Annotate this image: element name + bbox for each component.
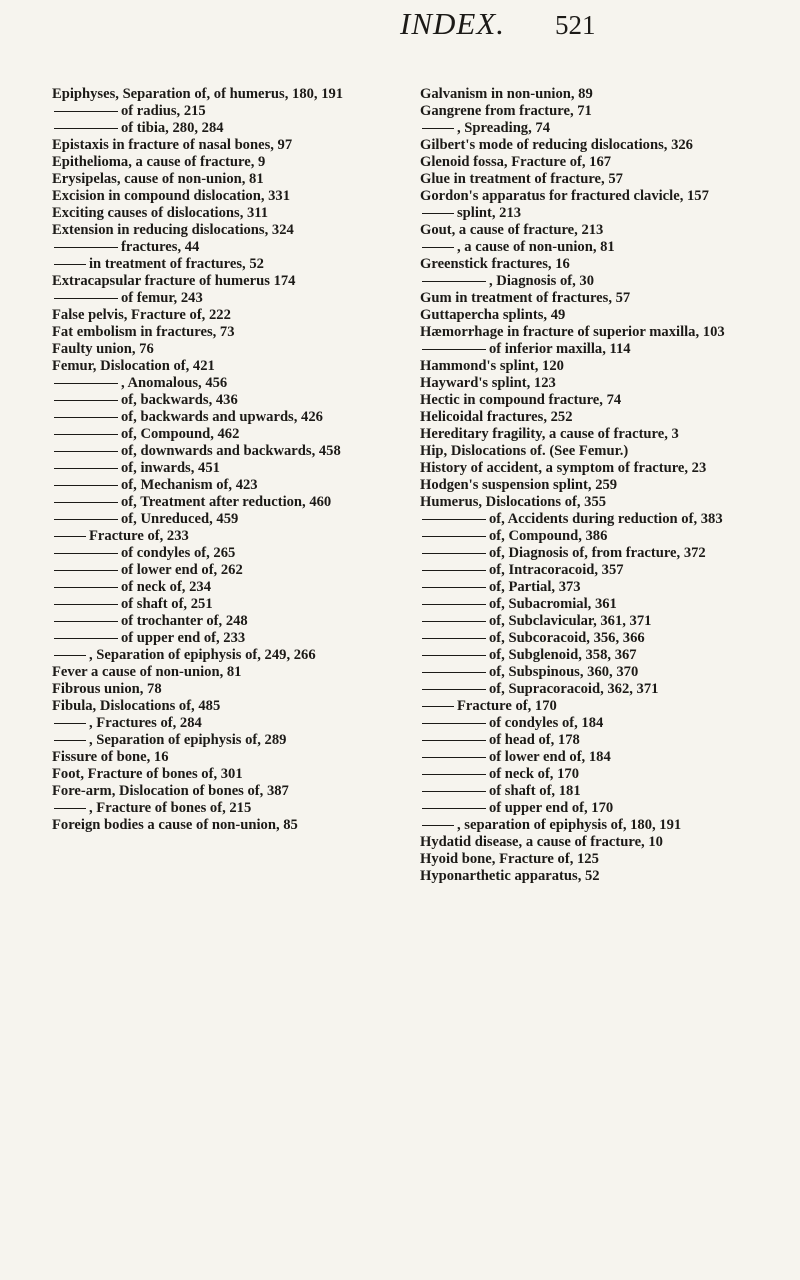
- index-entry: [420, 851, 754, 867]
- index-entry-text: of, Subglenoid, 358, 367: [489, 647, 637, 663]
- index-entry-text: , a cause of non-union, 81: [457, 239, 615, 255]
- index-entry-text: of, inwards, 451: [121, 460, 220, 476]
- index-entry: [420, 324, 754, 340]
- index-entry: [52, 443, 386, 459]
- ditto-dash: [422, 825, 454, 826]
- index-entry-text: splint, 213: [457, 205, 522, 221]
- index-entry-text: of, Treatment after reduction, 460: [121, 494, 332, 510]
- ditto-dash: [422, 349, 486, 350]
- index-entry: [420, 681, 754, 697]
- index-entry: [52, 596, 386, 612]
- ditto-dash: [54, 553, 118, 554]
- index-entry: [52, 290, 386, 306]
- index-entry: [52, 494, 386, 510]
- ditto-dash: [422, 213, 454, 214]
- index-entry: [52, 307, 386, 323]
- index-entry-text: of lower end of, 184: [489, 749, 611, 765]
- index-entry-text: fractures, 44: [121, 239, 200, 255]
- index-entry: [52, 460, 386, 476]
- index-entry: [420, 528, 754, 544]
- index-entry-text: Fracture of, 233: [89, 528, 189, 544]
- index-entry: [52, 171, 386, 187]
- ditto-dash: [422, 536, 486, 537]
- index-entry: [420, 477, 754, 493]
- ditto-dash: [54, 417, 118, 418]
- index-entry: [52, 630, 386, 646]
- index-entry-text: of, Mechanism of, 423: [121, 477, 258, 493]
- index-entry-text: of neck of, 170: [489, 766, 579, 782]
- ditto-dash: [422, 570, 486, 571]
- index-entry-text: Gordon's apparatus for fractured clavicle, 157: [420, 188, 709, 204]
- index-entry-text: of radius, 215: [121, 103, 206, 119]
- index-entry: [52, 528, 386, 544]
- index-entry: [52, 732, 386, 748]
- index-entry: [420, 426, 754, 442]
- index-entry-text: of, Compound, 462: [121, 426, 240, 442]
- index-entry-text: of, Subclavicular, 361, 371: [489, 613, 652, 629]
- index-entry-text: of upper end of, 170: [489, 800, 614, 816]
- ditto-dash: [54, 723, 86, 724]
- index-entry: [52, 511, 386, 527]
- index-entry-text: Fore-arm, Dislocation of bones of, 387: [52, 783, 289, 799]
- ditto-dash: [54, 808, 86, 809]
- ditto-dash: [54, 383, 118, 384]
- index-entry-text: Gangrene from fracture, 71: [420, 103, 592, 119]
- ditto-dash: [422, 281, 486, 282]
- index-entry-text: , Fractures of, 284: [89, 715, 202, 731]
- index-entry: [52, 749, 386, 765]
- index-entry-text: Extension in reducing dislocations, 324: [52, 222, 294, 238]
- ditto-dash: [422, 689, 486, 690]
- ditto-dash: [422, 774, 486, 775]
- index-entry-text: of, Subacromial, 361: [489, 596, 617, 612]
- index-entry: [420, 545, 754, 561]
- index-entry: [420, 409, 754, 425]
- ditto-dash: [54, 740, 86, 741]
- ditto-dash: [422, 553, 486, 554]
- index-entry-text: , Diagnosis of, 30: [489, 273, 595, 289]
- ditto-dash: [422, 706, 454, 707]
- index-entry-text: of condyles of, 265: [121, 545, 236, 561]
- index-entry-text: of, Unreduced, 459: [121, 511, 239, 527]
- index-entry: [52, 137, 386, 153]
- index-entry-text: Gum in treatment of fractures, 57: [420, 290, 631, 306]
- index-entry-text: Guttapercha splints, 49: [420, 307, 566, 323]
- index-entry-text: Hammond's splint, 120: [420, 358, 564, 374]
- ditto-dash: [422, 587, 486, 588]
- index-entry-text: Epistaxis in fracture of nasal bones, 97: [52, 137, 293, 153]
- ditto-dash: [54, 587, 118, 588]
- index-entry-text: Fracture of, 170: [457, 698, 557, 714]
- index-entry-text: of shaft of, 251: [121, 596, 213, 612]
- ditto-dash: [422, 723, 486, 724]
- index-entry: [420, 664, 754, 680]
- ditto-dash: [54, 655, 86, 656]
- ditto-dash: [54, 638, 118, 639]
- index-entry-text: in treatment of fractures, 52: [89, 256, 264, 272]
- ditto-dash: [422, 655, 486, 656]
- ditto-dash: [54, 298, 118, 299]
- index-entry: [52, 613, 386, 629]
- index-entry: [52, 205, 386, 221]
- index-entry: [420, 783, 754, 799]
- ditto-dash: [422, 519, 486, 520]
- index-entry: [52, 239, 386, 255]
- index-entry-text: , Separation of epiphysis of, 249, 266: [89, 647, 316, 663]
- ditto-dash: [422, 247, 454, 248]
- index-entry: [420, 188, 754, 204]
- ditto-dash: [422, 604, 486, 605]
- index-entry-text: Galvanism in non-union, 89: [420, 86, 593, 102]
- index-entry: [52, 766, 386, 782]
- index-entry: [420, 868, 754, 884]
- index-entry-text: Faulty union, 76: [52, 341, 154, 357]
- ditto-dash: [422, 638, 486, 639]
- index-entry: [52, 545, 386, 561]
- index-entry: [420, 392, 754, 408]
- index-entry: [52, 120, 386, 136]
- index-entry-text: of, Subcoracoid, 356, 366: [489, 630, 645, 646]
- index-entry-text: Gout, a cause of fracture, 213: [420, 222, 604, 238]
- index-entry: [420, 613, 754, 629]
- index-entry: [420, 817, 754, 833]
- index-entry-text: of, backwards and upwards, 426: [121, 409, 323, 425]
- ditto-dash: [422, 757, 486, 758]
- index-entry: [52, 817, 386, 833]
- index-entry-text: of tibia, 280, 284: [121, 120, 224, 136]
- ditto-dash: [54, 570, 118, 571]
- index-entry-text: of inferior maxilla, 114: [489, 341, 631, 357]
- running-title: INDEX.: [400, 6, 506, 41]
- index-entry: [420, 358, 754, 374]
- index-entry: [52, 681, 386, 697]
- index-entry: [52, 341, 386, 357]
- ditto-dash: [422, 672, 486, 673]
- ditto-dash: [54, 451, 118, 452]
- index-entry-text: Glenoid fossa, Fracture of, 167: [420, 154, 612, 170]
- index-entry-text: Glue in treatment of fracture, 57: [420, 171, 623, 187]
- index-entry: [420, 715, 754, 731]
- index-entry: [420, 749, 754, 765]
- index-entry-text: of, Intracoracoid, 357: [489, 562, 624, 578]
- ditto-dash: [422, 791, 486, 792]
- index-entry-text: Hydatid disease, a cause of fracture, 10: [420, 834, 663, 850]
- ditto-dash: [422, 128, 454, 129]
- index-entry-text: , Spreading, 74: [457, 120, 550, 136]
- index-entry: [420, 222, 754, 238]
- index-entry: [52, 392, 386, 408]
- index-entry: [420, 103, 754, 119]
- index-entry-text: of, Diagnosis of, from fracture, 372: [489, 545, 706, 561]
- index-entry: [52, 86, 386, 102]
- index-entry: [52, 375, 386, 391]
- index-entry-text: of, downwards and backwards, 458: [121, 443, 341, 459]
- ditto-dash: [54, 519, 118, 520]
- index-entry-text: of, Supracoracoid, 362, 371: [489, 681, 659, 697]
- index-entry: [420, 137, 754, 153]
- index-entry: [420, 239, 754, 255]
- index-entry-text: of, Compound, 386: [489, 528, 608, 544]
- ditto-dash: [54, 536, 86, 537]
- index-entry-text: of neck of, 234: [121, 579, 211, 595]
- index-entry: [420, 562, 754, 578]
- index-entry: [420, 307, 754, 323]
- ditto-dash: [54, 502, 118, 503]
- index-entry: [420, 732, 754, 748]
- index-entry: [420, 341, 754, 357]
- ditto-dash: [54, 111, 118, 112]
- ditto-dash: [422, 808, 486, 809]
- index-entry-text: Femur, Dislocation of, 421: [52, 358, 215, 374]
- index-entry: [52, 256, 386, 272]
- index-entry: [420, 766, 754, 782]
- ditto-dash: [54, 434, 118, 435]
- index-entry-text: , Fracture of bones of, 215: [89, 800, 252, 816]
- index-entry-text: Foreign bodies a cause of non-union, 85: [52, 817, 298, 833]
- index-entry: [420, 647, 754, 663]
- index-entry-text: Hip, Dislocations of. (See Femur.): [420, 443, 629, 459]
- index-entry: [52, 154, 386, 170]
- index-entry-text: Epiphyses, Separation of, of humerus, 180, 191: [52, 86, 344, 102]
- index-entry: [420, 460, 754, 476]
- index-entry-text: of, Subspinous, 360, 370: [489, 664, 639, 680]
- ditto-dash: [54, 468, 118, 469]
- index-entry: [420, 86, 754, 102]
- index-entry: [52, 783, 386, 799]
- index-entry-text: Extracapsular fracture of humerus 174: [52, 273, 296, 289]
- index-entry-text: of condyles of, 184: [489, 715, 604, 731]
- index-entry-text: Hereditary fragility, a cause of fracture, 3: [420, 426, 679, 442]
- index-entry-text: Erysipelas, cause of non-union, 81: [52, 171, 264, 187]
- index-entry: [52, 103, 386, 119]
- index-entry: [420, 511, 754, 527]
- index-entry: [52, 579, 386, 595]
- index-entry: [420, 256, 754, 272]
- index-entry-text: of head of, 178: [489, 732, 580, 748]
- index-entry-text: , Anomalous, 456: [121, 375, 228, 391]
- ditto-dash: [54, 247, 118, 248]
- index-entry: [52, 647, 386, 663]
- index-entry-text: Excision in compound dislocation, 331: [52, 188, 291, 204]
- index-entry: [52, 426, 386, 442]
- ditto-dash: [54, 604, 118, 605]
- index-entry-text: Gilbert's mode of reducing dislocations, 326: [420, 137, 693, 153]
- index-entry: [420, 290, 754, 306]
- index-entry-text: of upper end of, 233: [121, 630, 246, 646]
- index-entry-text: of, backwards, 436: [121, 392, 238, 408]
- index-entry-text: History of accident, a symptom of fracture, 23: [420, 460, 707, 476]
- index-entry: [420, 579, 754, 595]
- ditto-dash: [54, 621, 118, 622]
- index-entry-text: Greenstick fractures, 16: [420, 256, 570, 272]
- index-entry-text: Fissure of bone, 16: [52, 749, 169, 765]
- index-entry-text: Fat embolism in fractures, 73: [52, 324, 235, 340]
- index-entry: [52, 188, 386, 204]
- index-entry: [420, 494, 754, 510]
- page-header: [0, 4, 800, 44]
- index-entry-text: of, Accidents during reduction of, 383: [489, 511, 723, 527]
- index-entry-text: Foot, Fracture of bones of, 301: [52, 766, 243, 782]
- index-entry-text: of lower end of, 262: [121, 562, 243, 578]
- index-entry: [52, 698, 386, 714]
- index-entry: [420, 800, 754, 816]
- index-entry-text: , Separation of epiphysis of, 289: [89, 732, 287, 748]
- index-entry-text: Fibrous union, 78: [52, 681, 162, 697]
- index-column-right: [420, 86, 754, 885]
- index-entry: [420, 273, 754, 289]
- index-entry-text: Hæmorrhage in fracture of superior maxilla, 103: [420, 324, 725, 340]
- index-entry: [420, 698, 754, 714]
- index-entry: [52, 477, 386, 493]
- index-entry-text: of shaft of, 181: [489, 783, 581, 799]
- index-entry-text: Hayward's splint, 123: [420, 375, 556, 391]
- index-entry: [420, 171, 754, 187]
- index-entry-text: Fever a cause of non-union, 81: [52, 664, 242, 680]
- index-entry: [420, 834, 754, 850]
- ditto-dash: [54, 264, 86, 265]
- index-entry: [420, 154, 754, 170]
- index-entry-text: Hodgen's suspension splint, 259: [420, 477, 618, 493]
- ditto-dash: [54, 485, 118, 486]
- ditto-dash: [54, 128, 118, 129]
- index-entry-text: Helicoidal fractures, 252: [420, 409, 573, 425]
- index-entry-text: Hyponarthetic apparatus, 52: [420, 868, 600, 884]
- page-number: 521: [555, 10, 596, 40]
- index-entry: [420, 596, 754, 612]
- index-entry-text: of trochanter of, 248: [121, 613, 248, 629]
- index-entry: [52, 222, 386, 238]
- index-entry: [420, 443, 754, 459]
- index-column-left: [52, 86, 386, 834]
- index-entry: [52, 562, 386, 578]
- index-entry-text: Epithelioma, a cause of fracture, 9: [52, 154, 266, 170]
- index-entry: [420, 375, 754, 391]
- index-entry: [52, 358, 386, 374]
- index-entry-text: Fibula, Dislocations of, 485: [52, 698, 221, 714]
- ditto-dash: [54, 400, 118, 401]
- index-entry: [420, 630, 754, 646]
- ditto-dash: [422, 740, 486, 741]
- index-entry-text: Humerus, Dislocations of, 355: [420, 494, 607, 510]
- index-entry-text: False pelvis, Fracture of, 222: [52, 307, 231, 323]
- index-entry: [420, 120, 754, 136]
- index-entry: [52, 664, 386, 680]
- index-entry: [52, 409, 386, 425]
- index-entry-text: of femur, 243: [121, 290, 203, 306]
- index-entry: [52, 800, 386, 816]
- index-entry: [420, 205, 754, 221]
- index-entry: [52, 715, 386, 731]
- index-entry-text: Hyoid bone, Fracture of, 125: [420, 851, 599, 867]
- index-entry-text: Hectic in compound fracture, 74: [420, 392, 622, 408]
- ditto-dash: [422, 621, 486, 622]
- index-entry-text: of, Partial, 373: [489, 579, 581, 595]
- index-entry-text: , separation of epiphysis of, 180, 191: [457, 817, 682, 833]
- index-entry-text: Exciting causes of dislocations, 311: [52, 205, 269, 221]
- index-entry: [52, 324, 386, 340]
- index-entry: [52, 273, 386, 289]
